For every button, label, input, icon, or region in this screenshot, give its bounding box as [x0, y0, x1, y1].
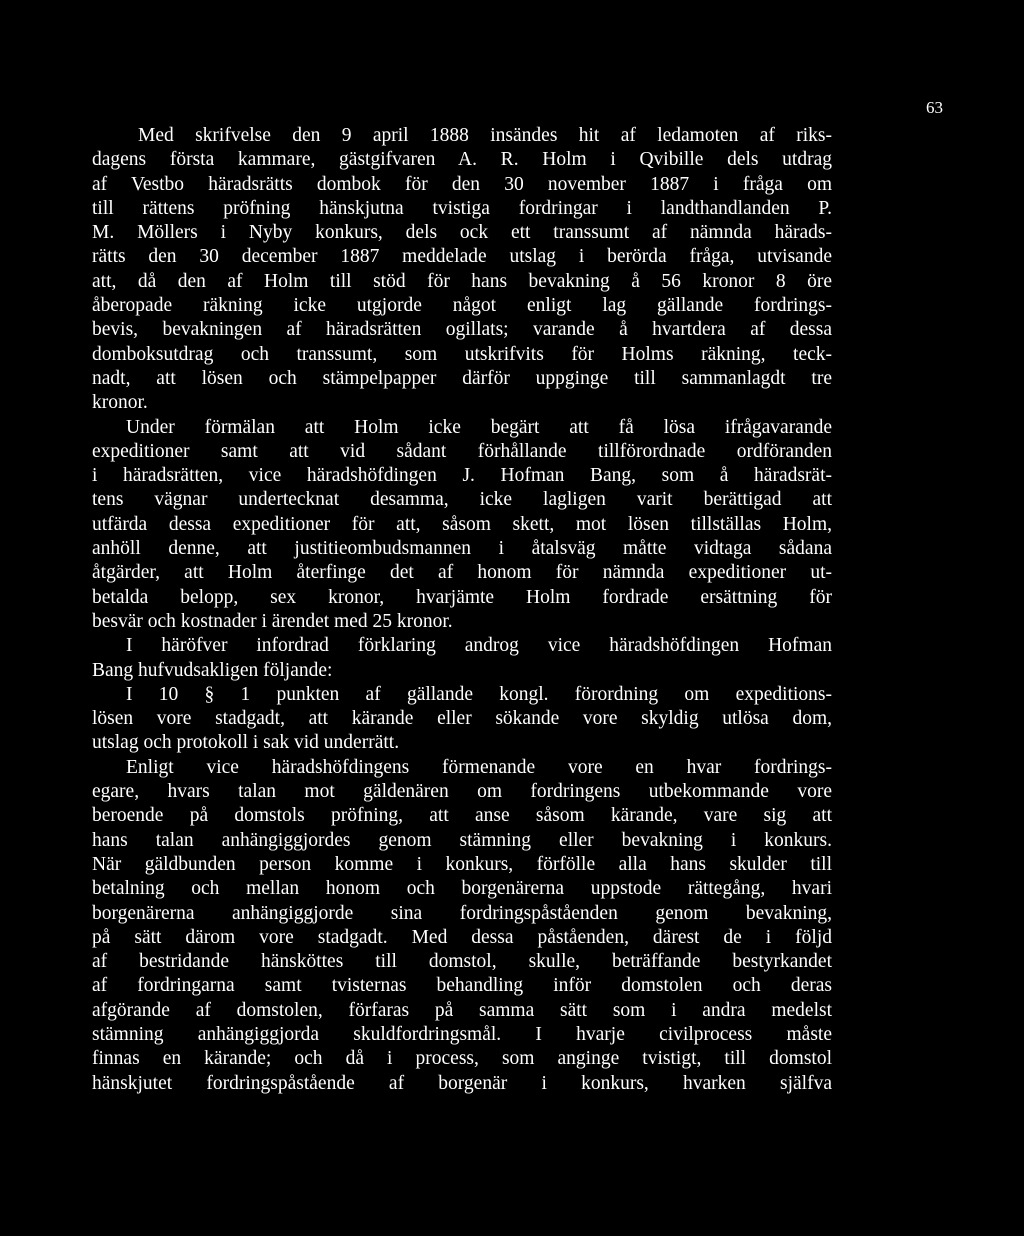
- text-line: betalning och mellan honom och borgenärerna uppstode rättegång, hvari: [92, 878, 832, 900]
- text-line: När gäldbunden person komme i konkurs, förfölle alla hans skulder till: [92, 853, 832, 875]
- text-line: beroende på domstols pröfning, att anse såsom kärande, vare sig att: [92, 805, 832, 827]
- text-line: afgörande af domstolen, förfaras på samma sätt som i andra medelst: [92, 999, 832, 1021]
- text-line: nadt, att lösen och stämpelpapper därför uppginge till sammanlagdt tre: [92, 367, 832, 389]
- text-line: af bestridande hänsköttes till domstol, skulle, beträffande bestyrkandet: [92, 951, 832, 973]
- text-line: stämning anhängiggjorda skuldfordringsmål. I hvarje civilprocess måste: [92, 1023, 832, 1045]
- text-line: utfärda dessa expeditioner för att, såsom skett, mot lösen tillställas Holm,: [92, 513, 832, 535]
- text-line: betalda belopp, sex kronor, hvarjämte Holm fordrade ersättning för: [92, 586, 832, 608]
- text-line: bevis, bevakningen af häradsrätten ogillats; varande å hvartdera af dessa: [92, 319, 832, 341]
- text-line: af Vestbo häradsrätts dombok för den 30 november 1887 i fråga om: [92, 173, 832, 195]
- text-line: hans talan anhängiggjordes genom stämning eller bevakning i konkurs.: [92, 829, 832, 851]
- text-line: åtgärder, att Holm återfinge det af honom för nämnda expeditioner ut-: [92, 562, 832, 584]
- text-line: kronor.: [92, 392, 148, 414]
- text-line: af fordringarna samt tvisternas behandling inför domstolen och deras: [92, 975, 832, 997]
- text-line: till rättens pröfning hänskjutna tvistiga fordringar i landthandlanden P.: [92, 197, 832, 219]
- text-line: egare, hvars talan mot gäldenären om fordringens utbekommande vore: [92, 781, 832, 803]
- text-line: anhöll denne, att justitieombudsmannen i åtalsväg måtte vidtaga sådana: [92, 538, 832, 560]
- text-line: I 10 § 1 punkten af gällande kongl. förordning om expeditions-: [126, 683, 832, 705]
- text-line: Bang hufvudsakligen följande:: [92, 659, 333, 681]
- page-number: 63: [926, 98, 943, 117]
- text-line: Under förmälan att Holm icke begärt att få lösa ifrågavarande: [126, 416, 832, 438]
- text-line: rätts den 30 december 1887 meddelade utslag i berörda fråga, utvisande: [92, 246, 832, 268]
- text-line: Med skrifvelse den 9 april 1888 insändes hit af ledamoten af riks-: [138, 125, 832, 146]
- text-line: åberopade räkning icke utgjorde något enligt lag gällande fordrings-: [92, 295, 832, 317]
- text-line: finnas en kärande; och då i process, som anginge tvistigt, till domstol: [92, 1048, 832, 1070]
- text-line: hänskjutet fordringspåstående af borgenär i konkurs, hvarken själfva: [92, 1072, 832, 1094]
- text-line: på sätt därom vore stadgadt. Med dessa påståenden, därest de i följd: [92, 926, 832, 948]
- text-line: expeditioner samt att vid sådant förhållande tillförordnade ordföranden: [92, 440, 832, 462]
- text-line: utslag och protokoll i sak vid underrätt.: [92, 732, 400, 754]
- body-text: [92, 124, 832, 1096]
- text-line: att, då den af Holm till stöd för hans bevakning å 56 kronor 8 öre: [92, 270, 832, 292]
- text-line: domboksutdrag och transsumt, som utskrifvits för Holms räkning, teck-: [92, 343, 832, 365]
- text-line: i häradsrätten, vice häradshöfdingen J. Hofman Bang, som å häradsrät-: [92, 465, 832, 487]
- text-line: M. Möllers i Nyby konkurs, dels ock ett transsumt af nämnda härads-: [92, 222, 832, 244]
- text-line: tens vägnar undertecknat desamma, icke lagligen varit berättigad att: [92, 489, 832, 511]
- text-line: Enligt vice häradshöfdingens förmenande vore en hvar fordrings-: [126, 756, 832, 778]
- text-line: lösen vore stadgadt, att kärande eller sökande vore skyldig utlösa dom,: [92, 708, 832, 730]
- text-line: borgenärerna anhängiggjorde sina fordringspåståenden genom bevakning,: [92, 902, 832, 924]
- text-line: I häröfver infordrad förklaring androg vice häradshöfdingen Hofman: [126, 635, 832, 657]
- text-line: besvär och kostnader i ärendet med 25 kronor.: [92, 610, 453, 632]
- text-line: dagens första kammare, gästgifvaren A. R. Holm i Qvibille dels utdrag: [92, 149, 832, 171]
